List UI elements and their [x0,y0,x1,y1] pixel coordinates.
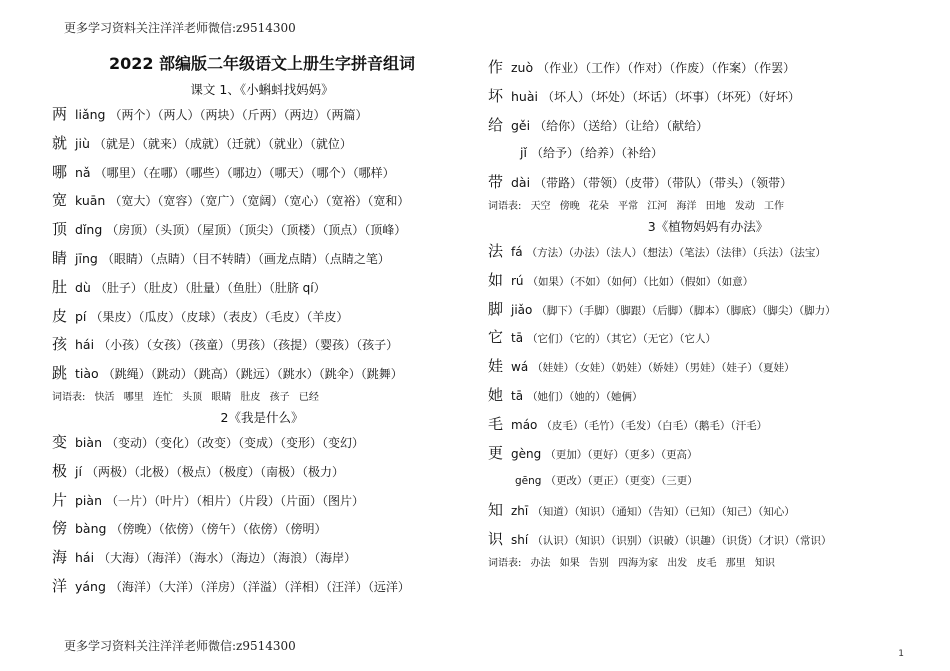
lesson-1-title: 课文 1、《小蝌蚪找妈妈》 [190,82,334,97]
char-row [52,486,472,515]
pinyin: yáng [75,578,106,594]
pinyin: jǐ [520,145,527,161]
hanzi: 毛 [488,414,504,433]
pinyin: huài [511,88,538,104]
pinyin: jiù [75,135,90,151]
word-list: （认识）（知识）（识别）（识破）（识趣）（识货）（才识）（常识） [532,534,832,547]
char-row [488,323,928,352]
char-row [488,266,928,295]
char-row [488,237,928,266]
word-list: （给你）（送给）（让给）（献给） [534,118,709,133]
lesson-2-rows-dai [488,168,928,197]
pinyin: gěi [511,117,531,133]
pinyin: liǎng [75,107,106,122]
pinyin: fá [511,244,523,259]
hanzi: 如 [488,270,504,289]
pinyin: dài [511,175,531,191]
vocab-label: 词语表: [488,557,522,569]
pinyin: zuò [511,60,534,75]
hanzi: 坏 [488,86,504,105]
pinyin: gēng [515,475,542,488]
word-list: （它们）（它的）（其它）（无它）（它人） [527,333,717,346]
word-list: （两个）（两人）（两块）（斤两）（两边）（两篇） [109,108,368,122]
pinyin: máo [511,417,538,432]
char-row [52,302,472,331]
lesson-1-rows [52,100,472,388]
vocab-line-lesson-1 [52,388,472,408]
hanzi: 带 [488,173,504,192]
char-row [488,525,928,554]
pinyin: nǎ [75,164,91,180]
char-row [52,158,472,187]
pinyin: gèng [511,446,542,461]
char-row [52,244,472,273]
hanzi: 作 [488,58,504,76]
word-list: （傍晚）（依傍）（傍午）（依傍）（傍明） [110,522,327,537]
pinyin: kuān [75,193,106,209]
char-row [52,100,472,129]
char-row [488,352,928,381]
hanzi: 傍 [52,519,68,538]
char-row [52,457,472,486]
hanzi: 哪 [52,162,68,181]
char-row [52,330,472,359]
lesson-2-rows [52,428,472,601]
vocab-words: 天空 傍晚 花朵 平常 江河 海洋 田地 发动 工作 [530,200,784,212]
hanzi: 孩 [52,335,68,354]
vocab-line-lesson-2 [488,197,928,217]
char-row [52,359,472,388]
word-list: （就是）（就来）（成就）（迁就）（就业）（就位） [93,136,352,151]
word-list: （方法）（办法）（法人）（想法）（笔法）（法律）（兵法）（法宝） [526,246,826,259]
word-list: （带路）（带领）（皮带）（带队）（带头）（领带） [534,176,793,191]
pinyin: biàn [75,434,102,450]
hanzi: 法 [488,241,504,260]
hanzi: 娃 [488,357,504,376]
char-row [52,129,472,158]
hanzi: 脚 [488,299,504,318]
word-list: （她们）（她的）（她俩） [527,390,643,403]
word-list: （哪里）（在哪）（哪些）（哪边）（哪天）（哪个）（哪样） [94,165,395,180]
char-row [488,168,928,197]
vocab-label: 词语表: [488,200,522,212]
word-list: （作业）（工作）（作对）（作废）（作案）（作罢） [537,61,796,75]
hanzi: 更 [488,443,504,462]
word-list: （皮毛）（毛竹）（毛发）（白毛）（鹅毛）（汗毛） [541,419,768,432]
char-row [52,186,472,215]
word-list: （大海）（海洋）（海水）（海边）（海浪）（海岸） [98,551,357,566]
pinyin: wá [511,360,529,375]
char-row [488,53,928,82]
hanzi: 海 [52,548,68,567]
hanzi: 宽 [52,191,68,210]
lesson-3-rows [488,237,928,467]
hanzi: 识 [488,529,504,548]
hanzi: 肚 [52,277,68,296]
word-list: （娃娃）（女娃）（奶娃）（娇娃）（男娃）（娃子）（夏娃） [532,362,795,375]
hanzi: 就 [52,133,68,152]
vocab-words: 快活 哪里 连忙 头顶 眼睛 肚皮 孩子 已经 [94,391,319,403]
word-list: （两极）（北极）（极点）（极度）（南极）（极力） [85,464,344,479]
char-row [52,215,472,244]
char-row [52,543,472,572]
word-list: （如果）（不如）（如何）（比如）（假如）（如意） [527,275,754,288]
hanzi: 睛 [52,248,68,267]
hanzi: 给 [488,115,504,134]
pinyin: pí [75,308,87,324]
word-list: （肚子）（肚皮）（肚量）（鱼肚）（肚脐 qí） [94,280,326,295]
lesson-3-rows-continued [488,496,928,554]
char-row [488,439,928,468]
word-list: （坏人）（坏处）（坏话）（坏事）（坏死）（好坏） [541,89,800,104]
pinyin: dù [75,279,91,295]
pinyin: piàn [75,492,102,508]
vocab-line-lesson-3 [488,554,928,574]
word-list: （脚下）（手脚）（脚跟）（后脚）（脚本）（脚底）（脚尖）（脚力） [536,304,836,317]
word-list: （变动）（变化）（改变）（变成）（变形）（变幻） [106,435,365,450]
char-row [52,572,472,601]
hanzi: 变 [52,432,68,451]
char-row [488,410,928,439]
page-title: 2022 部编版二年级语文上册生字拼音组词 [108,54,416,73]
word-list: （更改）（更正）（更变）（三更） [545,475,698,488]
pinyin: bàng [75,521,107,537]
hanzi: 跳 [52,364,68,383]
word-list: （更加）（更好）（更多）（更高） [545,448,698,461]
word-list: （眼睛）（点睛）（目不转睛）（画龙点睛）（点睛之笔） [101,251,390,266]
char-row [52,514,472,543]
page-number: 1 [898,649,904,659]
pinyin: tiào [75,366,99,382]
word-list: （知道）（知识）（通知）（告知）（已知）（知己）（知心） [532,506,795,519]
pinyin: shí [511,532,529,547]
footer-note: 更多学习资料关注洋洋老师微信:z9514300 [64,639,296,653]
char-row [488,111,928,140]
pinyin: dǐng [75,222,103,238]
word-list: （跳绳）（跳动）（跳高）（跳远）（跳水）（跳伞）（跳舞） [102,367,403,382]
pinyin: jiǎo [511,302,533,317]
pinyin: jí [75,463,82,479]
vocab-words: 办法 如果 告别 四海为家 出发 皮毛 那里 知识 [530,557,775,569]
hanzi: 知 [488,501,504,520]
pinyin: tā [511,331,524,346]
vocab-label: 词语表: [52,391,86,403]
hanzi: 顶 [52,220,68,239]
pinyin: jīng [75,250,98,266]
lesson-2-rows-continued [488,53,928,139]
hanzi: 它 [488,328,504,347]
pinyin: zhī [511,504,529,519]
right-column [488,53,928,574]
hanzi: 片 [52,490,68,509]
pinyin: hái [75,550,95,566]
lesson-2-title: 2《我是什么》 [220,409,304,425]
lesson-3-title: 3《植物妈妈有办法》 [647,218,769,234]
pinyin: rú [511,273,524,288]
word-list: （海洋）（大洋）（洋房）（洋溢）（洋相）（汪洋）（远洋） [109,579,410,594]
hanzi: 皮 [52,306,68,325]
word-list: （宽大）（宽容）（宽广）（宽阔）（宽心）（宽裕）（宽和） [109,194,410,209]
pinyin: hái [75,337,95,353]
hanzi: 两 [52,105,68,123]
char-row [488,381,928,410]
char-row [52,428,472,457]
pinyin: tā [511,388,524,403]
char-row-gei-alt [488,139,928,168]
header-note: 更多学习资料关注洋洋老师微信:z9514300 [64,21,296,35]
word-list: （小孩）（女孩）（孩童）（男孩）（孩提）（婴孩）（孩子） [98,338,399,353]
hanzi: 她 [488,385,504,404]
word-list: （房顶）（头顶）（屋顶）（顶尖）（顶楼）（顶点）（顶峰） [106,223,407,238]
hanzi: 极 [52,461,68,480]
word-list: （一片）（叶片）（相片）（片段）（片面）（图片） [106,493,365,508]
word-list: （给予）（给养）（补给） [530,146,663,161]
char-row [488,82,928,111]
hanzi: 洋 [52,576,68,595]
char-row [52,273,472,302]
left-column [52,53,472,601]
char-row [488,496,928,525]
char-row-geng-alt [488,467,928,496]
char-row [488,295,928,324]
word-list: （果皮）（瓜皮）（皮球）（表皮）（毛皮）（羊皮） [90,309,349,324]
